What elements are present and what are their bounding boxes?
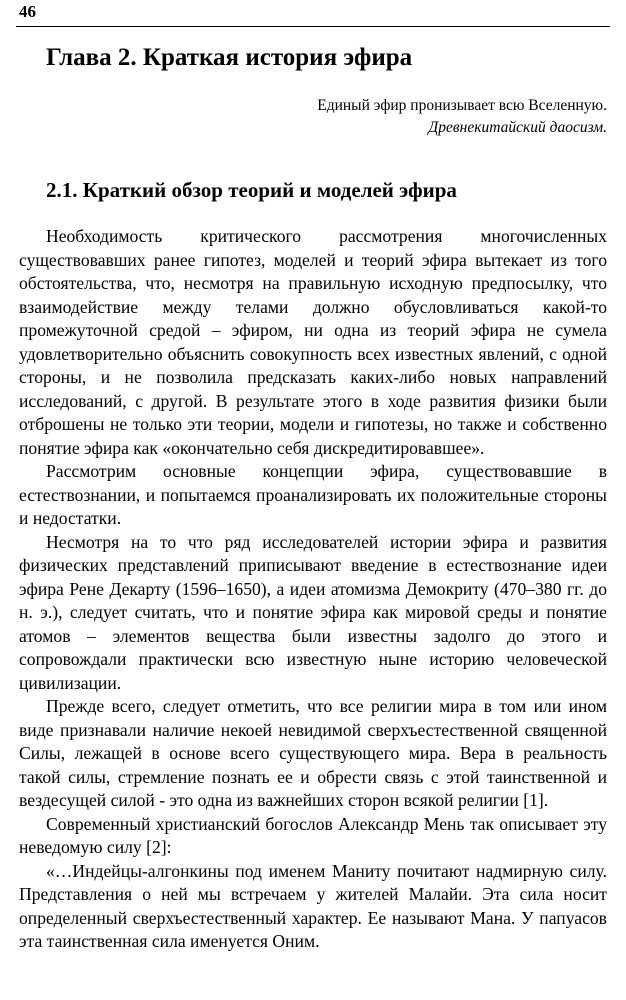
paragraph: Рассмотрим основные концепции эфира, существовавшие в естествознании, и попытаемся проанализировать их положительные стороны и недостатки. (19, 461, 607, 528)
paragraph: Прежде всего, следует отметить, что все религии мира в том или ином виде признавали наличие некоей невидимой сверхъестественной священной Силы, лежащей в основе всего существующего мира. Вера в реальность такой силы, стремление познать ее и обрести связь с этой таинственной и вездесущей силой - это одна из важнейших сторон всякой религии [1]. (19, 696, 607, 810)
page-number: 46 (19, 2, 36, 21)
paragraph: «…Индейцы-алгонкины под именем Маниту почитают надмирную силу. Представления о ней мы встречаем у жителей Малайи. Эта сила носит определенный сверхъестественный характер. Ее называют Мана. У папуасов эта таинственная сила именуется Оним. (19, 860, 607, 951)
paragraph: Необходимость критического рассмотрения многочисленных существовавших ранее гипотез, моделей и теорий эфира вытекает из того обстоятельства, что, несмотря на правильную исходную предпосылку, что взаимодействие между телами должно обусловливаться какой-то промежуточной средой – эфиром, ни одна из теорий эфира не сумела удовлетворительно объяснить совокупность всех известных явлений, с одной стороны, и не позволила предсказать каких-либо новых направлений исследований, с другой. В результате этого в ходе развития физики были отброшены не только эти теории, модели и гипотезы, но также и собственно понятие эфира как «окончательно себя дискредитировавшее». (19, 226, 607, 458)
epigraph-source: Древнекитайский даосизм. (428, 119, 607, 136)
section-title: 2.1. Краткий обзор теорий и моделей эфира (46, 178, 457, 202)
paragraph: Современный христианский богослов Александр Мень так описывает эту неведомую силу [2]: (19, 813, 607, 857)
header-rule (16, 26, 610, 27)
body-text (19, 225, 607, 954)
epigraph-quote: Единый эфир пронизывает всю Вселенную. (317, 97, 607, 114)
chapter-title: Глава 2. Краткая история эфира (46, 44, 413, 71)
paragraph: Несмотря на то что ряд исследователей истории эфира и развития физических представлений приписывают введение в естествознание идеи эфира Рене Декарту (1596–1650), а идеи атомизма Демокриту (470–380 гг. до н. э.), следует считать, что и понятие эфира как мировой среды и понятие атомов – элементов вещества были известны задолго до этого и сопровождали практически всю известную ныне историю человеческой цивилизации. (19, 531, 607, 693)
epigraph (317, 95, 607, 139)
